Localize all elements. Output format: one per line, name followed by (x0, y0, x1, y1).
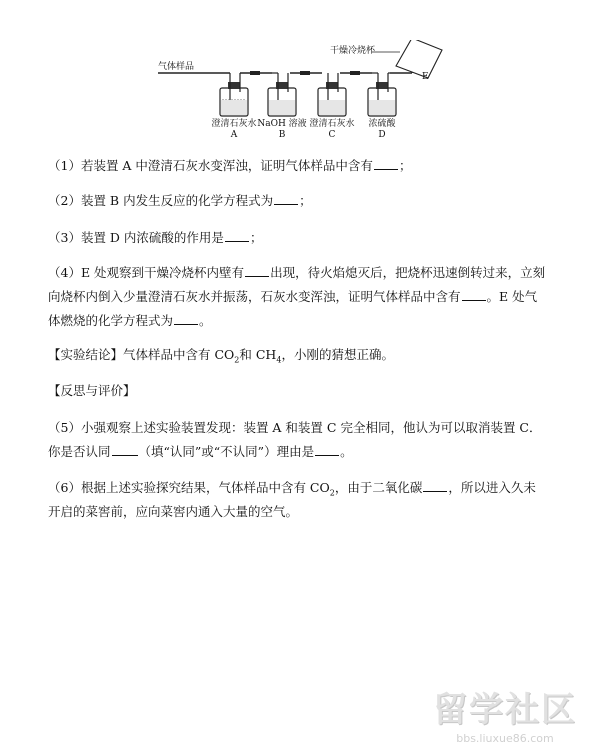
question-1 (48, 154, 548, 178)
question-5-text: （5）小强观察上述实验装置发现：装置 A 和装置 C 完全相同，他认为可以取消装置 C．你是否认同 (48, 420, 542, 459)
cold-beaker-label: 干燥冷烧杯 (330, 46, 376, 56)
answer-blank (462, 288, 486, 301)
answer-blank (274, 192, 298, 205)
question-6-text: （6）根据上述实验探究结果，气体样品中含有 CO (48, 480, 330, 495)
co2-subscript: 2 (329, 488, 335, 498)
answer-blank (423, 479, 447, 492)
question-4-end: 。 (199, 313, 212, 328)
question-4-text-2: 出现，待火焰熄灭后，把烧杯迅速倒转过来，立刻向烧杯内倒入少量澄清石灰水并振荡，石灰水变浑浊，证明气体样品中含有 (48, 265, 546, 304)
answer-blank (225, 229, 249, 242)
answer-blank (245, 264, 269, 277)
bottle-a (220, 73, 248, 116)
question-3-end: ； (249, 230, 263, 245)
e-label: E (422, 72, 429, 82)
question-5-end: 。 (340, 444, 353, 459)
answer-blank (112, 443, 138, 456)
conclusion-text: 【实验结论】气体样品中含有 CO (48, 347, 235, 362)
question-4 (48, 261, 548, 333)
conclusion-text-2: 和 CH (239, 347, 277, 362)
bottle-d-reagent: 浓硫酸 (368, 119, 396, 129)
question-1-text: （1）若装置 A 中澄清石灰水变浑浊，证明气体样品中含有 (48, 158, 373, 173)
question-2 (48, 189, 548, 213)
question-2-text: （2）装置 B 内发生反应的化学方程式为 (48, 193, 274, 208)
bottle-a-reagent: 澄清石灰水 (211, 119, 257, 129)
co2-subscript: 2 (234, 355, 240, 365)
bottle-c-letter: C (328, 130, 336, 140)
question-5-text-2: （填“认同”或“不认同”）理由是 (138, 444, 315, 459)
question-5 (48, 416, 548, 464)
gas-sample-label: 气体样品 (158, 62, 195, 72)
answer-blank (315, 443, 339, 456)
bottle-d (368, 73, 396, 116)
question-1-end: ； (398, 158, 412, 173)
question-2-end: ； (299, 193, 312, 208)
question-3-text: （3）装置 D 内浓硫酸的作用是 (48, 230, 224, 245)
bottle-b-reagent: NaOH 溶液 (257, 119, 307, 129)
conclusion-text-3: ，小刚的猜想正确。 (281, 347, 394, 362)
bottle-c (318, 73, 346, 116)
question-4-text-3: 。E 处气体燃烧的化学方程式为 (48, 289, 538, 328)
bottle-a-letter: A (230, 130, 238, 140)
answer-blank (374, 157, 398, 170)
question-6 (48, 476, 548, 524)
question-6-text-3: ，所以进入久未开启的菜窖前，应向菜窖内通入大量的空气。 (48, 480, 536, 519)
bottle-b-letter: B (278, 130, 286, 140)
ch4-subscript: 4 (276, 355, 282, 365)
question-6-text-2: ，由于二氧化碳 (334, 480, 423, 495)
question-4-text: （4）E 处观察到干燥冷烧杯内壁有 (48, 265, 245, 280)
site-watermark (420, 690, 590, 750)
watermark-logo: 留学社区 (433, 690, 577, 730)
experiment-conclusion (48, 343, 548, 367)
bottle-d-letter: D (378, 130, 386, 140)
bottle-c-reagent: 澄清石灰水 (309, 119, 355, 129)
apparatus-diagram (150, 40, 450, 140)
reflection-heading: 【反思与评价】 (48, 383, 136, 398)
watermark-url: bbs.liuxue86.com (456, 732, 554, 745)
question-3 (48, 226, 548, 250)
answer-blank (174, 312, 198, 325)
bottle-b (268, 73, 296, 116)
